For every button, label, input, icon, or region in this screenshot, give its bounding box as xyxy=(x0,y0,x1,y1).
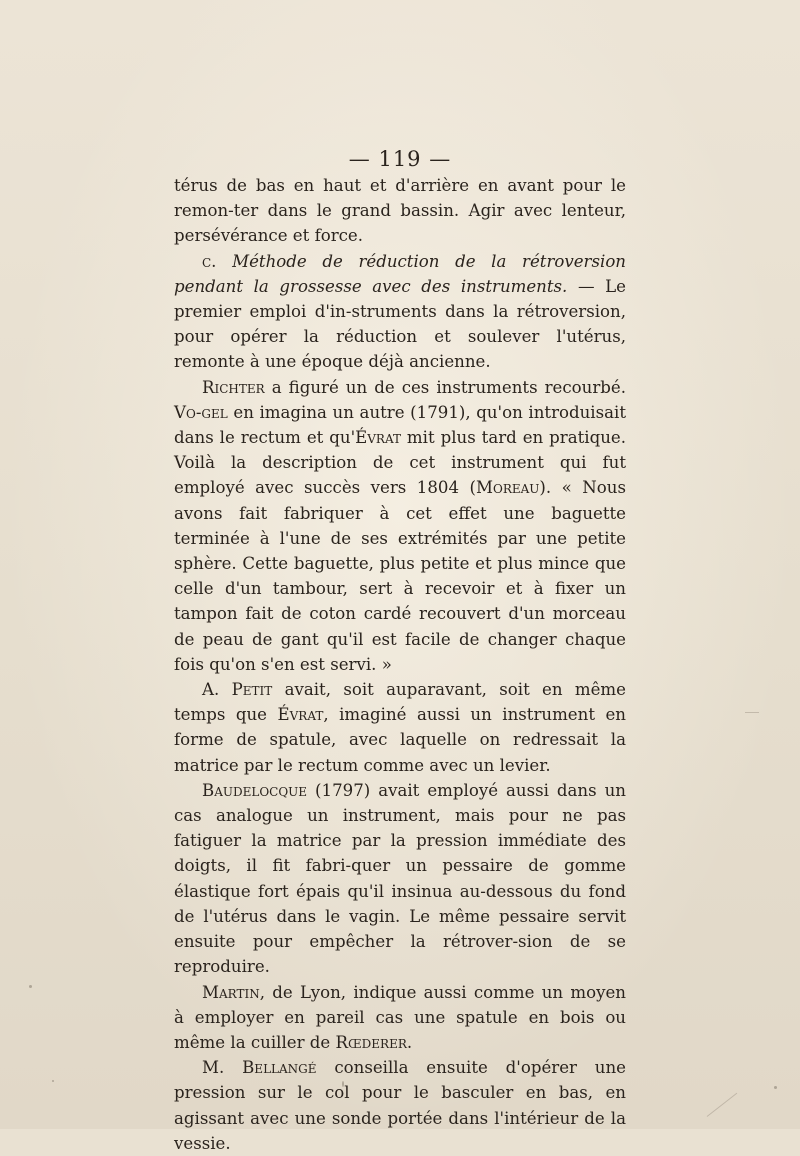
paper-speck xyxy=(774,1086,777,1089)
author-name: Évrat xyxy=(355,428,401,448)
text-run: en imagina un autre (1791), qu'on introduisait dans le rectum et qu' xyxy=(174,402,626,448)
text-run: (1797) avait employé aussi dans un cas analogue un instrument, mais pour ne pas fatiguer la matrice par la pression immédiate des doigts, il fit fabri-quer un pessaire de gomme élastique fort épais qu'il insinua au-dessous du fond de l'utérus dans le vagin. Le même pessaire servit ensuite pour empêcher la rétrover-sion de se reproduire. xyxy=(174,780,626,977)
author-name: Richter xyxy=(202,377,265,397)
paragraph xyxy=(174,375,626,677)
text-run: térus de bas en haut et d'arrière en avant pour le remon-ter dans le grand bassin. Agir avec lenteur, persévérance et force. xyxy=(174,176,626,246)
author-name: Évrat xyxy=(277,705,324,725)
paper-speck xyxy=(176,837,178,839)
paragraph xyxy=(174,980,626,1056)
paper-speck xyxy=(29,985,32,988)
section-heading: Méthode de réduction de la rétroversion pendant la grossesse avec des instruments. xyxy=(174,251,626,296)
text-run: , de Lyon, indique aussi comme un moyen à employer en pareil cas une spatule en bois ou même la cuiller de xyxy=(174,982,626,1052)
text-run: avait, soit auparavant, soit en même temps que xyxy=(174,680,626,725)
paper-scratch xyxy=(745,712,759,713)
paragraph xyxy=(174,778,626,980)
author-name: Vo-gel xyxy=(174,402,228,422)
paragraph xyxy=(174,1055,626,1156)
text-run: ). « Nous avons fait fabriquer à cet effet une baguette terminée à l'une de ses extrémités par une petite sphère. Cette baguette, plus petite et plus mince que celle d'un tambour, sert à recevoir et à fixer un tampon fait de coton cardé recouvert d'un morceau de peau de gant qu'il est facile de changer chaque fois qu'on s'en est servi. » xyxy=(174,478,626,674)
author-name: A. Petit xyxy=(202,680,273,700)
paragraph xyxy=(174,249,626,375)
body-text xyxy=(174,173,626,1156)
paper-speck xyxy=(52,1080,54,1082)
text-run: . xyxy=(406,1032,413,1052)
text-run: mit plus tard en pratique. Voilà la description de cet instrument qui fut employé avec succès vers 1804 ( xyxy=(174,428,626,498)
author-name: Moreau xyxy=(475,478,540,498)
text-run: a figuré un de ces instruments recourbé. xyxy=(264,377,626,397)
text-run: conseilla ensuite d'opérer une pression sur le col pour le basculer en bas, en agissant avec une sonde portée dans l'intérieur de la vessie. xyxy=(174,1058,626,1153)
text-run: — Le premier emploi d'in-struments dans la rétroversion, pour opérer la réduction et soulever l'utérus, remonte à une époque déjà ancienne. xyxy=(174,276,626,372)
author-name: Rœderer xyxy=(335,1032,407,1052)
author-name: Baudelocque xyxy=(202,780,308,800)
paragraph xyxy=(174,677,626,778)
author-name: Martin xyxy=(202,982,260,1002)
page-number: — 119 — xyxy=(348,147,452,171)
text-run: M. xyxy=(202,1058,243,1078)
paper-scratch xyxy=(707,1093,738,1117)
author-name: c. xyxy=(202,251,233,271)
paper-speck xyxy=(342,1081,344,1087)
author-name: Bellangé xyxy=(242,1058,317,1078)
text-run: , imaginé aussi un instrument en forme de spatule, avec laquelle on redressait la matrice par le rectum comme avec un levier. xyxy=(174,705,626,775)
paragraph xyxy=(174,173,626,249)
